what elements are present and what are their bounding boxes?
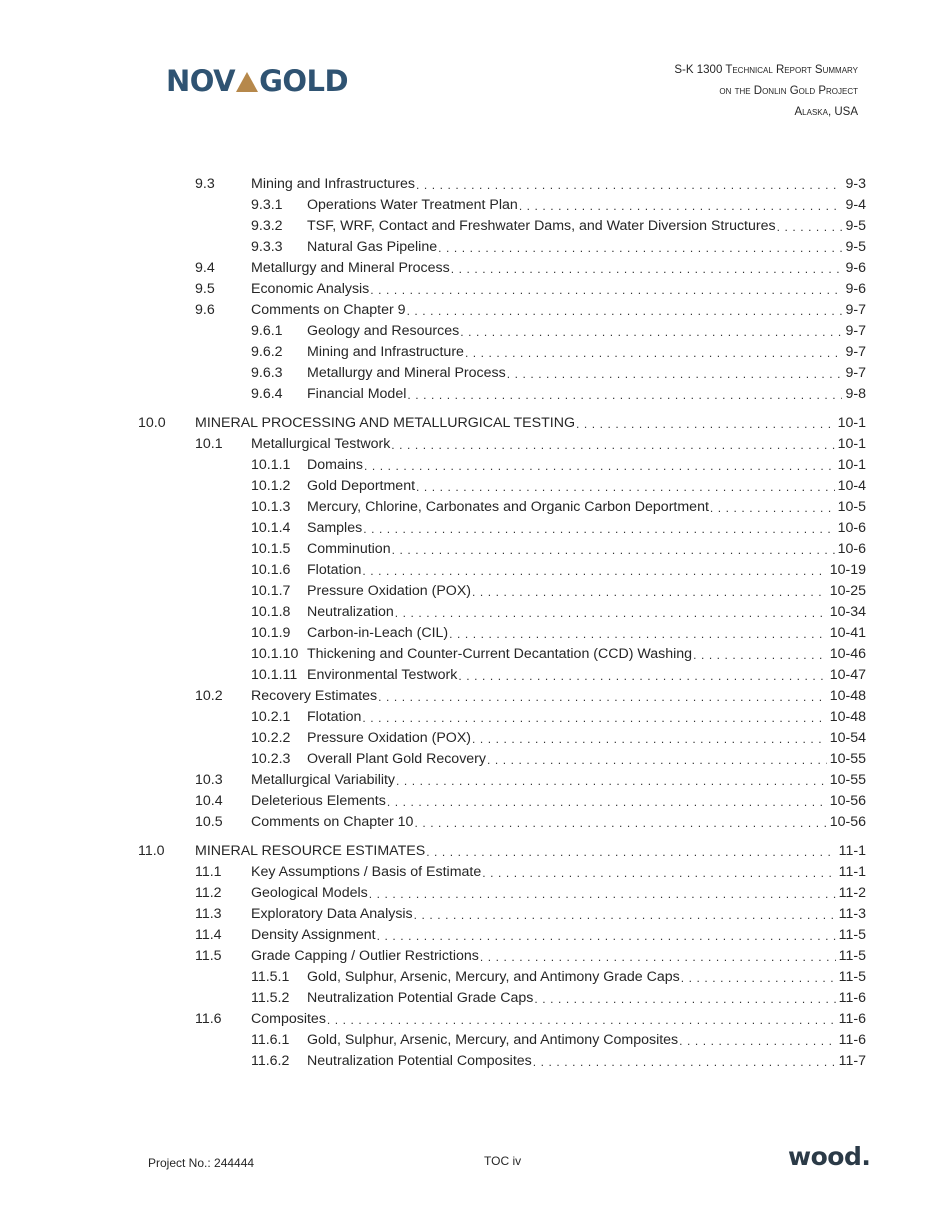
toc-entry-number: 10.1.9 — [251, 625, 291, 641]
toc-entry-title: MINERAL PROCESSING AND METALLURGICAL TESTING — [195, 415, 575, 431]
toc-entry-title: Grade Capping / Outlier Restrictions — [251, 948, 479, 964]
toc-dot-leader — [387, 793, 827, 811]
toc-entry-number: 9.4 — [195, 260, 215, 276]
toc-entry-page: 11-5 — [838, 969, 866, 985]
toc-entry-page: 10-41 — [829, 625, 866, 641]
toc-dot-leader — [416, 478, 835, 496]
toc-entry-number: 11.3 — [195, 906, 222, 922]
toc-dot-leader — [451, 260, 843, 278]
toc-entry[interactable] — [195, 686, 866, 706]
toc-entry[interactable] — [195, 883, 866, 903]
toc-entry-title: Pressure Oxidation (POX) — [307, 583, 472, 599]
toc-entry-number: 10.1.7 — [251, 583, 291, 599]
toc-entry-page: 10-6 — [837, 541, 866, 557]
toc-entry[interactable] — [195, 174, 866, 194]
project-number: Project No.: 244444 — [148, 1156, 255, 1170]
toc-entry-title: Recovery Estimates — [251, 688, 378, 704]
toc-dot-leader — [482, 864, 835, 882]
toc-entry-title: Carbon-in-Leach (CIL) — [307, 625, 449, 641]
toc-entry-number: 10.5 — [195, 814, 223, 830]
toc-entry-page: 9-7 — [845, 344, 866, 360]
toc-entry-page: 11-2 — [838, 885, 866, 901]
toc-entry-page: 10-56 — [829, 793, 866, 809]
toc-entry-page: 11-6 — [838, 1011, 866, 1027]
toc-dot-leader — [777, 218, 843, 236]
toc-entry-number: 9.5 — [195, 281, 215, 297]
toc-entry-number: 10.1.6 — [251, 562, 291, 578]
toc-dot-leader — [378, 688, 827, 706]
toc-entry-number: 10.2 — [195, 688, 223, 704]
header-line-2: on the Donlin Gold Project — [719, 85, 858, 97]
toc-entry-page: 10-4 — [837, 478, 866, 494]
toc-entry-number: 10.4 — [195, 793, 223, 809]
toc-entry[interactable] — [195, 1009, 866, 1029]
toc-dot-leader — [533, 1053, 836, 1071]
toc-entry-page: 11-6 — [838, 990, 866, 1006]
toc-entry-page: 11-1 — [838, 843, 866, 859]
toc-entry[interactable] — [195, 300, 866, 320]
toc-dot-leader — [377, 927, 836, 945]
toc-dot-leader — [364, 457, 835, 475]
header-line-3: Alaska, USA — [794, 106, 858, 118]
toc-entry-page: 10-46 — [829, 646, 866, 662]
toc-dot-leader — [472, 730, 827, 748]
toc-entry-title: Flotation — [307, 709, 362, 725]
toc-entry-title: Exploratory Data Analysis — [251, 906, 413, 922]
toc-entry-page: 11-1 — [838, 864, 866, 880]
toc-entry-title: MINERAL RESOURCE ESTIMATES — [195, 843, 426, 859]
toc-entry-page: 9-6 — [845, 281, 866, 297]
toc-entry-title: Metallurgy and Mineral Process — [307, 365, 506, 381]
toc-entry-title: Mining and Infrastructure — [307, 344, 464, 360]
toc-entry[interactable] — [251, 321, 866, 341]
toc-entry[interactable] — [251, 560, 866, 580]
toc-entry-page: 9-7 — [845, 365, 866, 381]
toc-entry-page: 9-5 — [845, 218, 866, 234]
toc-entry-number: 11.5.2 — [251, 990, 290, 1006]
toc-entry-number: 11.6.1 — [251, 1032, 290, 1048]
toc-entry-title: Mining and Infrastructures — [251, 176, 416, 192]
toc-entry-title: Deleterious Elements — [251, 793, 386, 809]
toc-entry-title: Metallurgical Testwork — [251, 436, 391, 452]
toc-entry-title: Pressure Oxidation (POX) — [307, 730, 472, 746]
toc-dot-leader — [392, 541, 835, 559]
toc-entry-title: Gold Deportment — [307, 478, 416, 494]
page-label: TOC iv — [484, 1154, 522, 1168]
toc-entry-number: 11.6 — [195, 1011, 222, 1027]
toc-entry-number: 10.1.10 — [251, 646, 299, 662]
toc-entry[interactable] — [195, 258, 866, 278]
toc-entry[interactable] — [195, 925, 866, 945]
toc-entry-page: 10-1 — [837, 457, 866, 473]
toc-entry-page: 10-5 — [837, 499, 866, 515]
toc-entry-page: 10-19 — [829, 562, 866, 578]
toc-entry-number: 9.3.3 — [251, 239, 283, 255]
toc-entry[interactable] — [251, 967, 866, 987]
toc-dot-leader — [327, 1011, 836, 1029]
toc-entry[interactable] — [251, 707, 866, 727]
toc-entry[interactable] — [251, 342, 866, 362]
toc-entry-page: 10-54 — [829, 730, 866, 746]
toc-entry-title: Density Assignment — [251, 927, 376, 943]
toc-entry-title: Domains — [307, 457, 363, 473]
toc-entry[interactable] — [195, 279, 866, 299]
logo-text-right: GOLD — [259, 64, 349, 98]
toc-dot-leader — [426, 843, 835, 861]
toc-entry-page: 9-7 — [845, 323, 866, 339]
toc-entry-number: 10.1.3 — [251, 499, 291, 515]
toc-entry-page: 10-48 — [829, 709, 866, 725]
header-line-1: S-K 1300 Technical Report Summary — [674, 64, 858, 76]
toc-dot-leader — [407, 386, 842, 404]
toc-entry[interactable] — [251, 216, 866, 236]
toc-dot-leader — [438, 239, 842, 257]
toc-entry-title: Natural Gas Pipeline — [307, 239, 438, 255]
toc-entry-title: Environmental Testwork — [307, 667, 458, 683]
toc-entry[interactable] — [251, 1030, 866, 1050]
toc-entry-number: 10.2.3 — [251, 751, 291, 767]
toc-entry-title: Gold, Sulphur, Arsenic, Mercury, and Antimony Grade Caps — [307, 969, 680, 985]
toc-entry-page: 10-47 — [829, 667, 866, 683]
toc-dot-leader — [679, 1032, 836, 1050]
toc-dot-leader — [370, 281, 842, 299]
wood-logo: wood. — [788, 1142, 871, 1171]
toc-entry-page: 10-55 — [829, 751, 866, 767]
toc-entry-number: 9.6 — [195, 302, 215, 318]
toc-dot-leader — [414, 906, 836, 924]
toc-entry[interactable] — [251, 665, 866, 685]
toc-entry-number: 9.6.1 — [251, 323, 283, 339]
toc-dot-leader — [693, 646, 827, 664]
toc-dot-leader — [507, 365, 843, 383]
toc-entry-title: Flotation — [307, 562, 362, 578]
logo-text-left: NOV — [166, 64, 236, 98]
toc-entry-number: 10.3 — [195, 772, 223, 788]
toc-entry[interactable] — [251, 728, 866, 748]
toc-dot-leader — [458, 667, 826, 685]
toc-entry-page: 10-6 — [837, 520, 866, 536]
toc-entry[interactable] — [251, 195, 866, 215]
toc-entry[interactable] — [251, 363, 866, 383]
toc-entry[interactable] — [251, 602, 866, 622]
toc-entry-title: Operations Water Treatment Plan — [307, 197, 518, 213]
toc-entry-number: 11.1 — [195, 864, 222, 880]
toc-entry-number: 10.1 — [195, 436, 223, 452]
toc-entry-page: 10-1 — [837, 415, 866, 431]
toc-entry-page: 11-3 — [838, 906, 866, 922]
toc-entry-number: 11.2 — [195, 885, 222, 901]
toc-entry-title: Comminution — [307, 541, 391, 557]
toc-entry[interactable] — [251, 749, 866, 769]
toc-entry[interactable] — [195, 770, 866, 790]
toc-entry[interactable] — [251, 644, 866, 664]
toc-dot-leader — [391, 436, 834, 454]
toc-entry-title: TSF, WRF, Contact and Freshwater Dams, and Water Diversion Structures — [307, 218, 776, 234]
toc-entry[interactable] — [251, 1051, 866, 1071]
toc-entry-title: Geology and Resources — [307, 323, 460, 339]
toc-entry-title: Mercury, Chlorine, Carbonates and Organic Carbon Deportment — [307, 499, 709, 515]
toc-entry-number: 10.1.2 — [251, 478, 291, 494]
toc-entry-number: 11.5 — [195, 948, 222, 964]
toc-dot-leader — [519, 197, 843, 215]
toc-entry[interactable] — [251, 384, 866, 404]
toc-entry-title: Neutralization — [307, 604, 394, 620]
toc-entry-number: 10.1.8 — [251, 604, 291, 620]
toc-dot-leader — [487, 751, 827, 769]
toc-entry-number: 9.6.2 — [251, 344, 283, 360]
toc-entry-number: 10.1.1 — [251, 457, 291, 473]
toc-entry[interactable] — [195, 791, 866, 811]
toc-entry-page: 11-7 — [838, 1053, 866, 1069]
toc-entry-page: 10-1 — [837, 436, 866, 452]
toc-entry-page: 9-6 — [845, 260, 866, 276]
toc-dot-leader — [407, 302, 843, 320]
toc-entry-page: 10-25 — [829, 583, 866, 599]
toc-entry-page: 9-3 — [845, 176, 866, 192]
toc-entry-number: 9.3.1 — [251, 197, 283, 213]
toc-dot-leader — [395, 604, 827, 622]
toc-entry-number: 10.2.2 — [251, 730, 291, 746]
toc-entry[interactable] — [251, 455, 866, 475]
toc-entry-number: 10.2.1 — [251, 709, 291, 725]
toc-entry-page: 10-48 — [829, 688, 866, 704]
toc-entry-title: Samples — [307, 520, 363, 536]
toc-entry[interactable] — [251, 237, 866, 257]
toc-entry-number: 11.4 — [195, 927, 222, 943]
toc-entry[interactable] — [251, 518, 866, 538]
toc-dot-leader — [681, 969, 836, 987]
toc-dot-leader — [472, 583, 827, 601]
toc-entry[interactable] — [195, 946, 866, 966]
toc-dot-leader — [480, 948, 836, 966]
toc-entry-title: Comments on Chapter 9 — [251, 302, 406, 318]
toc-entry-title: Overall Plant Gold Recovery — [307, 751, 486, 767]
toc-entry-number: 10.0 — [138, 415, 166, 431]
toc-entry-title: Neutralization Potential Grade Caps — [307, 990, 534, 1006]
toc-dot-leader — [416, 176, 842, 194]
toc-dot-leader — [449, 625, 827, 643]
toc-entry-number: 10.1.11 — [251, 667, 298, 683]
toc-entry[interactable] — [195, 812, 866, 832]
toc-entry-page: 11-5 — [838, 927, 866, 943]
toc-entry[interactable] — [251, 497, 866, 517]
toc-entry-title: Composites — [251, 1011, 326, 1027]
toc-entry-page: 11-6 — [838, 1032, 866, 1048]
toc-entry-number: 10.1.5 — [251, 541, 291, 557]
toc-entry-number: 11.0 — [138, 843, 165, 859]
toc-entry[interactable] — [138, 841, 866, 861]
toc-entry-page: 9-8 — [845, 386, 866, 402]
toc-entry[interactable] — [251, 581, 866, 601]
toc-entry-page: 10-55 — [829, 772, 866, 788]
toc-entry-title: Key Assumptions / Basis of Estimate — [251, 864, 482, 880]
toc-entry-title: Geological Models — [251, 885, 368, 901]
toc-entry-number: 11.6.2 — [251, 1053, 290, 1069]
toc-entry[interactable] — [251, 539, 866, 559]
toc-entry[interactable] — [251, 988, 866, 1008]
toc-entry-number: 9.6.4 — [251, 386, 283, 402]
toc-entry-title: Economic Analysis — [251, 281, 370, 297]
toc-entry-title: Gold, Sulphur, Arsenic, Mercury, and Antimony Composites — [307, 1032, 679, 1048]
toc-dot-leader — [414, 814, 826, 832]
toc-entry[interactable] — [195, 434, 866, 454]
toc-entry[interactable] — [138, 413, 866, 433]
toc-entry-title: Financial Model — [307, 386, 407, 402]
toc-entry-number: 9.3.2 — [251, 218, 283, 234]
toc-entry-title: Comments on Chapter 10 — [251, 814, 414, 830]
toc-entry-page: 9-7 — [845, 302, 866, 318]
toc-entry-page: 9-4 — [845, 197, 866, 213]
toc-entry-page: 10-34 — [829, 604, 866, 620]
toc-entry-number: 9.6.3 — [251, 365, 283, 381]
toc-dot-leader — [369, 885, 836, 903]
toc-entry[interactable] — [251, 476, 866, 496]
toc-entry-page: 9-5 — [845, 239, 866, 255]
toc-entry-number: 11.5.1 — [251, 969, 290, 985]
toc-dot-leader — [576, 415, 835, 433]
toc-dot-leader — [363, 520, 834, 538]
toc-dot-leader — [710, 499, 835, 517]
toc-dot-leader — [362, 562, 826, 580]
toc-dot-leader — [460, 323, 842, 341]
toc-entry[interactable] — [195, 862, 866, 882]
toc-entry[interactable] — [251, 623, 866, 643]
toc-entry-number: 9.3 — [195, 176, 215, 192]
toc-entry-number: 10.1.4 — [251, 520, 291, 536]
toc-entry-title: Metallurgical Variability — [251, 772, 396, 788]
toc-dot-leader — [362, 709, 826, 727]
toc-dot-leader — [396, 772, 827, 790]
toc-entry-title: Neutralization Potential Composites — [307, 1053, 532, 1069]
toc-entry-page: 11-5 — [838, 948, 866, 964]
toc-entry[interactable] — [195, 904, 866, 924]
toc-entry-page: 10-56 — [829, 814, 866, 830]
toc-entry-title: Thickening and Counter-Current Decantation (CCD) Washing — [307, 646, 693, 662]
toc-entry-title: Metallurgy and Mineral Process — [251, 260, 450, 276]
toc-dot-leader — [534, 990, 835, 1008]
toc-dot-leader — [465, 344, 843, 362]
